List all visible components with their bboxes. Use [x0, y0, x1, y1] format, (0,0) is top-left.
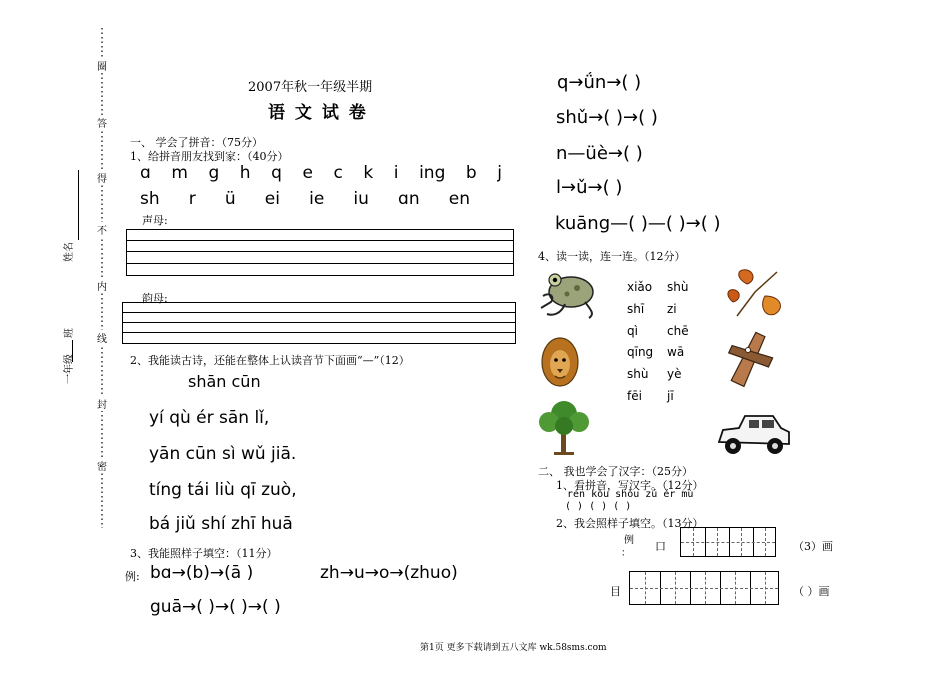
pinyin-item: h [239, 163, 251, 183]
word-syllable: chē [667, 323, 689, 338]
pinyin-item: ɑn [398, 189, 420, 209]
word-syllable: qīng [627, 345, 654, 360]
word-syllable: xiǎo [627, 280, 653, 294]
pinyin-item: c [333, 163, 343, 183]
word-syllable: wā [667, 345, 685, 360]
q3-instruction: 3、我能照样子填空：（11分） [130, 547, 278, 560]
exam-title-line2: 语 文 试 卷 [268, 103, 368, 123]
s2-answer-parens[interactable]: ( ) ( ) ( ) [565, 501, 632, 512]
tree-picture [536, 398, 592, 456]
s2-pinyin-line: rén kǒu shǒu zú ěr mù [567, 489, 694, 500]
side-char: 线 [96, 330, 108, 345]
spell-line[interactable]: q→ǘn→( ) [557, 72, 642, 93]
pinyin-item: en [448, 189, 470, 209]
pinyin-item: sh [140, 189, 160, 209]
example-zhuo: zh→u→o→(zhuo) [320, 563, 458, 583]
gua-exercise[interactable]: guā→( )→( )→( ) [150, 597, 281, 617]
word-list [627, 277, 689, 408]
example-colon: ： [621, 548, 631, 559]
side-char: 封 [96, 396, 108, 411]
lion-picture [541, 336, 579, 388]
frog-picture [535, 262, 599, 320]
stroke-grid-mu[interactable] [629, 571, 779, 605]
pinyin-item: ing [419, 163, 446, 183]
stroke-count-mu[interactable]: （ ）画 [793, 585, 830, 598]
shengmu-label: 声母: [142, 214, 168, 227]
side-char: 圈 [96, 58, 108, 73]
pinyin-item: g [208, 163, 220, 183]
spell-line[interactable]: shǔ→( )→( ) [556, 107, 658, 128]
yunmu-label: 韵母: [142, 292, 168, 305]
s2-q2-instruction: 2、我会照样子填空。（13分） [556, 517, 704, 530]
pinyin-row-2 [140, 189, 470, 209]
example-ba: bɑ→(b)→(ā ) [150, 563, 254, 583]
poem-line: yān cūn sì wǔ jiā. [149, 444, 297, 464]
pinyin-item: k [363, 163, 374, 183]
word-row[interactable] [627, 342, 689, 364]
pinyin-item: m [171, 163, 188, 183]
side-char: 密 [96, 458, 108, 473]
word-syllable: shī [627, 301, 645, 316]
word-row[interactable] [627, 364, 689, 386]
word-syllable: zi [667, 301, 677, 316]
yunmu-writing-box[interactable] [122, 302, 516, 344]
pinyin-item: iu [353, 189, 369, 209]
pinyin-item: b [465, 163, 477, 183]
spell-line[interactable]: l→ǔ→( ) [556, 177, 623, 198]
pinyin-item: ɑ [140, 163, 151, 183]
side-char: 不 [96, 222, 108, 237]
poem-line: tíng tái liù qī zuò, [149, 480, 297, 500]
s2-q1-instruction: 1、看拼音，写汉字。（12分） [556, 479, 704, 492]
stroke-grid-example[interactable] [680, 527, 776, 557]
poem-line: yí qù ér sān lǐ, [149, 408, 270, 428]
pinyin-item: r [188, 189, 196, 209]
pinyin-item: e [302, 163, 313, 183]
word-row[interactable] [627, 299, 689, 321]
example-mark: 例 [624, 535, 634, 546]
q4-instruction: 4、读一读，连一连。（12分） [538, 250, 686, 263]
word-row[interactable] [627, 386, 689, 408]
spell-line[interactable]: kuāng—( )—( )→( ) [555, 213, 721, 234]
poem-title: shān cūn [188, 372, 261, 391]
class-label: 班 [64, 328, 75, 338]
word-syllable: qì [627, 323, 638, 338]
spell-line[interactable]: n—üè→( ) [556, 143, 643, 164]
grade-label: 一年级 [64, 354, 75, 384]
section1-heading: 一、 学会了拼音：（75分） [130, 136, 263, 149]
word-syllable: shù [627, 367, 649, 382]
pinyin-item: ü [224, 189, 236, 209]
word-syllable: jī [667, 388, 674, 403]
pinyin-item: i [393, 163, 399, 183]
leaves-picture [725, 266, 787, 320]
pinyin-item: ie [309, 189, 325, 209]
side-char: 得 [96, 170, 108, 185]
section2-heading: 二、 我也学会了汉字：（25分） [538, 465, 693, 478]
word-row[interactable] [627, 277, 689, 299]
exam-title-line1: 2007年秋一年级半期 [248, 80, 373, 95]
word-syllable: shù [667, 280, 689, 294]
shengmu-writing-box[interactable] [126, 229, 514, 276]
car-picture [715, 410, 793, 456]
page-footer: 第1页 更多下载请到五八文库 wk.58sms.com [420, 643, 607, 653]
pinyin-item: ei [264, 189, 280, 209]
pinyin-item: q [271, 163, 282, 183]
pinyin-row-1 [140, 163, 502, 183]
q2-instruction: 2、我能读古诗，还能在整体上认读音节下面画“—”（12） [130, 354, 410, 367]
student-name-label: 姓名 [64, 242, 75, 262]
stroke-count-example: （3）画 [793, 540, 833, 553]
word-syllable: yè [667, 367, 682, 382]
word-syllable: fēi [627, 388, 642, 403]
poem-line: bá jiǔ shí zhī huā [149, 514, 293, 534]
char-mu: 目 [610, 585, 621, 598]
side-char: 内 [96, 278, 108, 293]
q1-instruction: 1、给拼音朋友找到家：（40分） [130, 150, 289, 163]
airplane-picture [724, 328, 774, 390]
side-char: 答 [96, 115, 108, 130]
example-label: 例: [125, 570, 140, 583]
name-blank-line [78, 170, 79, 240]
pinyin-item: j [497, 163, 502, 183]
word-row[interactable] [627, 321, 689, 343]
class-blank-line [72, 340, 73, 362]
example-char-kou: 口 [655, 540, 666, 553]
